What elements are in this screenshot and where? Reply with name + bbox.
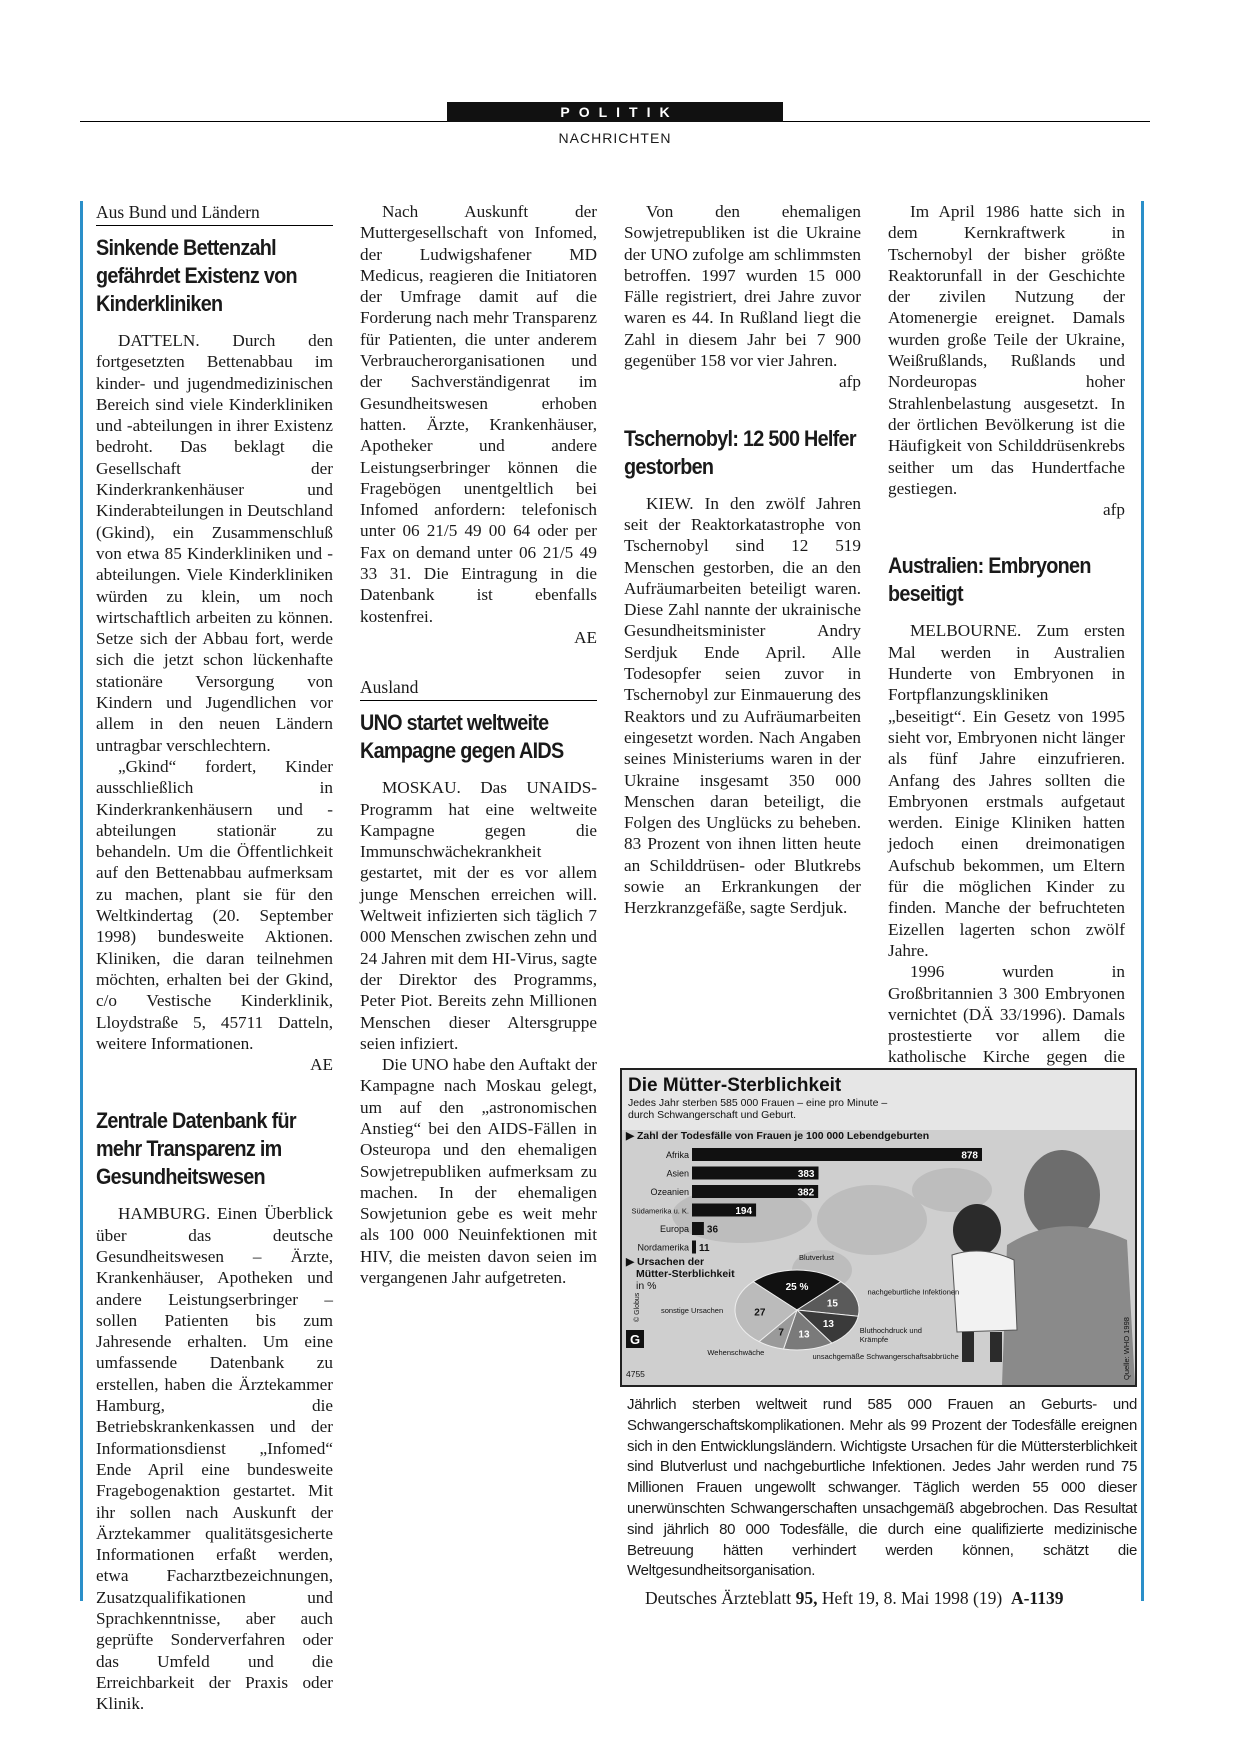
pie-category-label: unsachgemäße Schwangerschaftsabbrüche	[812, 1352, 959, 1362]
bar-value-label: 194	[735, 1206, 753, 1217]
bar-value-label: 383	[797, 1169, 815, 1180]
section-label: POLITIK	[447, 102, 783, 122]
paragraph: MOSKAU. Das UNAIDS-Programm hat eine weltweite Kampagne gegen die Immunschwächekrankheit gestartet, mit der es vor allem junge Menschen erreichen will. Weltweit infizierten sich täglich 7 000 Menschen zwischen zehn und 24 Jahren mit dem HI-Virus, sagte der Direktor des Programms, Peter Piot. Bereits zehn Millionen Menschen dieser Altersgruppe seien infiziert.	[360, 778, 597, 1053]
column-4	[888, 201, 1125, 1110]
kicker-aus-bund: Aus Bund und Ländern	[96, 201, 333, 226]
pie-category-label: sonstige Ursachen	[661, 1306, 724, 1316]
figure-subtitle-1: Jedes Jahr sterben 585 000 Frauen – eine pro Minute –	[628, 1097, 888, 1109]
column-1	[96, 201, 333, 1715]
pie-value-label: 13	[798, 1329, 810, 1341]
journal-volume: 95,	[795, 1588, 818, 1608]
pie-category-label: Wehenschwäche	[707, 1348, 765, 1358]
signature: AE	[310, 1055, 333, 1075]
pie-value-label: 13	[822, 1318, 834, 1330]
figure-source: Quelle: WHO 1998	[1122, 1317, 1131, 1380]
pie-heading-line1: Ursachen der	[637, 1256, 705, 1268]
paragraph: Nach Auskunft der Muttergesellschaft von Infomed, der Ludwigshafener MD Medicus, reagieren die Initiatoren der Umfrage damit auf die Forderung nach mehr Transparenz für Patienten, die unter anderem Verbraucherorganisationen und der Sachverständigenrat im Gesundheitswesen erhoben hatten. Ärzte, Krankenhäuser, Apotheker und andere Leistungserbringer können die Fragebögen unentgeltlich bei Infomed anfordern: telefonisch unter 06 21/5 49 00 64 oder per Fax on demand unter 06 21/5 49 33 31. Die Eintragung in die Datenbank ist ebenfalls kostenfrei.	[360, 202, 597, 626]
pie-category-label: Bluthochdruck und	[859, 1325, 922, 1335]
page-footer	[645, 1588, 1063, 1609]
headline-kinderkliniken: Sinkende Bettenzahl gefährdet Existenz von Kinderkliniken	[96, 235, 297, 316]
pie-value-label: 15	[826, 1298, 838, 1310]
paragraph: DATTELN. Durch den fortgesetzten Bettenabbau im kinder- und jugendmedizinischen Bereich sind viele Kinderkliniken und -abteilungen in ihrer Existenz bedroht. Das beklagt die Gesellschaft der Kinderkrankenhäuser und Kinderabteilungen in Deutschland (Gkind), ein Zusammenschluß von etwa 85 Kinderkliniken und -abteilungen. Viele Kinderkliniken würden zu klein, um noch wirtschaftlich arbeiten zu können. Setze sich der Abbau fort, werde sich die jetzt schon lückenhafte stationäre Versorgung von Kindern und Jugendlichen vor allem in den neuen Ländern untragbar verschlechtern.	[96, 331, 333, 755]
infographic-muettersterblichkeit	[620, 1068, 1137, 1387]
bar-4	[692, 1222, 704, 1235]
bar-category-label: Afrika	[665, 1150, 689, 1160]
figure-caption: Jährlich sterben weltweit rund 585 000 Frauen an Geburts- und Schwangerschaftskomplikationen. Mehr als 99 Prozent der Todesfälle ereignen sich in den Entwicklungsländern. Wichtigste Ursachen für die Müttersterblichkeit sind Blutverlust und nachgeburtliche Infektionen. Jedes Jahr werden rund 75 Millionen Frauen ungewollt schwanger. Täglich werden 55 000 dieser unerwünschten Schwangerschaften unsachgemäß abgebrochen. Das Resultat sind jährlich 80 000 Todesfälle, die durch eine qualifizierte medizinische Betreuung hätten verhindert werden können, schätzt die Weltgesundheitsorganisation.	[627, 1396, 1137, 1580]
column-3	[624, 201, 861, 919]
signature: AE	[574, 627, 597, 647]
globus-logo-letter: G	[629, 1332, 641, 1347]
journal-name: Deutsches Ärzteblatt	[645, 1588, 792, 1608]
headline-tschernobyl: Tschernobyl: 12 500 Helfer gestorben	[624, 425, 856, 479]
paragraph: Im April 1986 hatte sich in dem Kernkraftwerk in Tschernobyl der bisher größte Reaktorunfall in der Geschichte der zivilen Nutzung der Atomenergie ereignet. Damals wurden große Teile der Ukraine, Weißrußlands, Rußlands und Nordeuropas hoher Strahlenbelastung ausgesetzt. In der örtlichen Bevölkerung ist die Häufigkeit von Schilddrüsenkrebs seither um das Hundertfache gestiegen.	[888, 202, 1125, 498]
bar-category-label: Nordamerika	[637, 1242, 689, 1253]
globus-logo-text: © Globus	[634, 1292, 641, 1322]
bar-value-label: 382	[797, 1187, 815, 1199]
bar-category-label: Europa	[659, 1224, 689, 1234]
left-column-rule	[80, 201, 83, 1601]
bar-value-label: 36	[706, 1224, 719, 1236]
bar-heading: ▶ Zahl der Todesfälle von Frauen je 100 000 Lebendgeburten	[626, 1130, 930, 1142]
pie-category-label: Krämpfe	[859, 1334, 889, 1344]
paragraph: MELBOURNE. Zum ersten Mal werden in Australien Hunderte von Embryonen in Fortpflanzungskliniken „beseitigt“. Ein Gesetz von 1995 sieht vor, Embryonen nicht länger als fünf Jahre einzufrieren. Anfang des Jahres sollten die Embryonen erstmals aufgetaut werden. Einige Kliniken hatten jedoch einen dreimonatigen Aufschub bekommen, um Eltern für die möglichen Kinder zu finden. Manche der befruchteten Eizellen lagerten schon zwölf Jahre.	[888, 621, 1125, 960]
paragraph: Die UNO habe den Auftakt der Kampagne nach Moskau gelegt, um auf den „astronomischen Anstieg“ bei den AIDS-Fällen in Osteuropa und den ehemaligen Sowjetrepubliken aufmerksam zu machen. In der ehemaligen Sowjetunion gebe es weit mehr als 100 000 Neuinfektionen mit HIV, die meisten davon seien im vergangenen Jahr aufgetreten.	[360, 1055, 597, 1288]
bar-value-label: 878	[961, 1150, 978, 1162]
bar-heading-text: Zahl der Todesfälle von Frauen je 100 000 Lebendgeburten	[637, 1130, 930, 1142]
journal-issue: Heft 19, 8. Mai 1998 (19)	[821, 1588, 1003, 1608]
pie-category-label: nachgeburtliche Infektionen	[867, 1287, 960, 1297]
pie-heading-line3: in %	[636, 1280, 657, 1292]
paragraph: „Gkind“ fordert, Kinder ausschließlich in Kinderkrankenhäusern und -abteilungen stationär zu behandeln. Um die Öffentlichkeit auf den Bettenabbau aufmerksam zu machen, plant sie für den Weltkindertag (20. September 1998) bundesweite Aktionen. Kliniken, die daran teilnehmen möchten, erhalten bei der Gkind, c/o Vestische Kinderklinik, Lloydstraße 5, 45711 Datteln, weitere Informationen.	[96, 756, 333, 1053]
pie-value-label: 25 %	[785, 1282, 809, 1293]
pie-value-label: 27	[754, 1307, 766, 1319]
kicker-ausland: Ausland	[360, 676, 597, 701]
infographic-svg	[622, 1070, 1135, 1385]
bar-5	[692, 1241, 696, 1254]
paragraph: HAMBURG. Einen Überblick über das deutsche Gesundheitswesen – Ärzte, Krankenhäuser, Apotheken und andere Leistungserbringer – sollen Patienten bis zum Jahresende erhalten. Um eine umfassende Datenbank zu erstellen, haben die Ärztekammer Hamburg, die Betriebskrankenkassen und der Informationsdienst „Infomed“ Ende April eine bundesweite Fragebogenaktion gestartet. Mit ihr sollen nach Auskunft der Ärztekammer qualitätsgesicherte Informationen erfaßt werden, etwa Facharztbezeichnungen, Zusatzqualifikationen und Sprachkenntnisse, aber auch geprüfte Sonderverfahren oder das Umfeld und die Erreichbarkeit der Praxis oder Klinik.	[96, 1204, 333, 1714]
bar-value-label: 11	[699, 1243, 710, 1254]
column-2	[360, 201, 597, 1288]
paragraph: 1996 wurden in Großbritannien 3 300 Embryonen vernichtet (DÄ 33/1996). Damals prostestierte vor allem die katholische Kirche gegen die	[888, 962, 1125, 1067]
page-number: A-1139	[1010, 1588, 1064, 1608]
pie-heading: ▶ Ursachen der	[626, 1256, 705, 1268]
signature: afp	[839, 372, 861, 392]
bar-category-label: Südamerika u. K.	[631, 1206, 689, 1216]
figure-subtitle-2: durch Schwangerschaft und Geburt.	[628, 1109, 797, 1121]
pie-category-label: Blutverlust	[799, 1253, 835, 1262]
right-column-rule	[1141, 201, 1144, 1601]
paragraph: KIEW. In den zwölf Jahren seit der Reaktorkatastrophe von Tschernobyl sind 12 519 Menschen gestorben, die an den Aufräumarbeiten beteiligt waren. Diese Zahl nannte der ukrainische Gesundheitsminister Andry Serdjuk Ende April. Alle Todesopfer seien zuvor in Tschernobyl zur Einmauerung des Reaktors und zu Aufräumarbeiten eingesetzt worden. Nach Angaben seines Ministeriums waren in der Ukraine insgesamt 350 000 Menschen daran beteiligt, die Folgen des Unglücks zu beheben. 83 Prozent von ihnen litten heute an Schilddrüsen- oder Blutkrebs sowie an Erkrankungen der Herzkranzgefäße, sagte Serdjuk.	[624, 493, 861, 918]
bar-category-label: Asien	[666, 1168, 689, 1179]
globus-number: 4755	[626, 1369, 645, 1379]
signature: afp	[1103, 500, 1125, 520]
paragraph: Von den ehemaligen Sowjetrepubliken ist die Ukraine der UNO zufolge am schlimmsten betroffen. 1997 wurden 15 000 Fälle registriert, drei Jahre zuvor waren es 44. In Rußland liegt die Zahl in diesem Jahr bei 7 900 gegenüber 158 vor vier Jahren.	[624, 202, 861, 371]
headline-aids: UNO startet weltweite Kampagne gegen AIDS	[360, 710, 564, 764]
bar-0	[692, 1148, 982, 1161]
bar-category-label: Ozeanien	[650, 1187, 689, 1197]
headline-australien: Australien: Embryonen beseitigt	[888, 553, 1091, 607]
pie-value-label: 7	[778, 1327, 784, 1339]
figure-title: Die Mütter-Sterblichkeit	[628, 1075, 842, 1096]
headline-datenbank: Zentrale Datenbank für mehr Transparenz im Gesundheitswesen	[96, 1108, 296, 1190]
pie-heading-line2: Mütter-Sterblichkeit	[636, 1268, 735, 1280]
subsection-label: NACHRICHTEN	[558, 130, 672, 146]
